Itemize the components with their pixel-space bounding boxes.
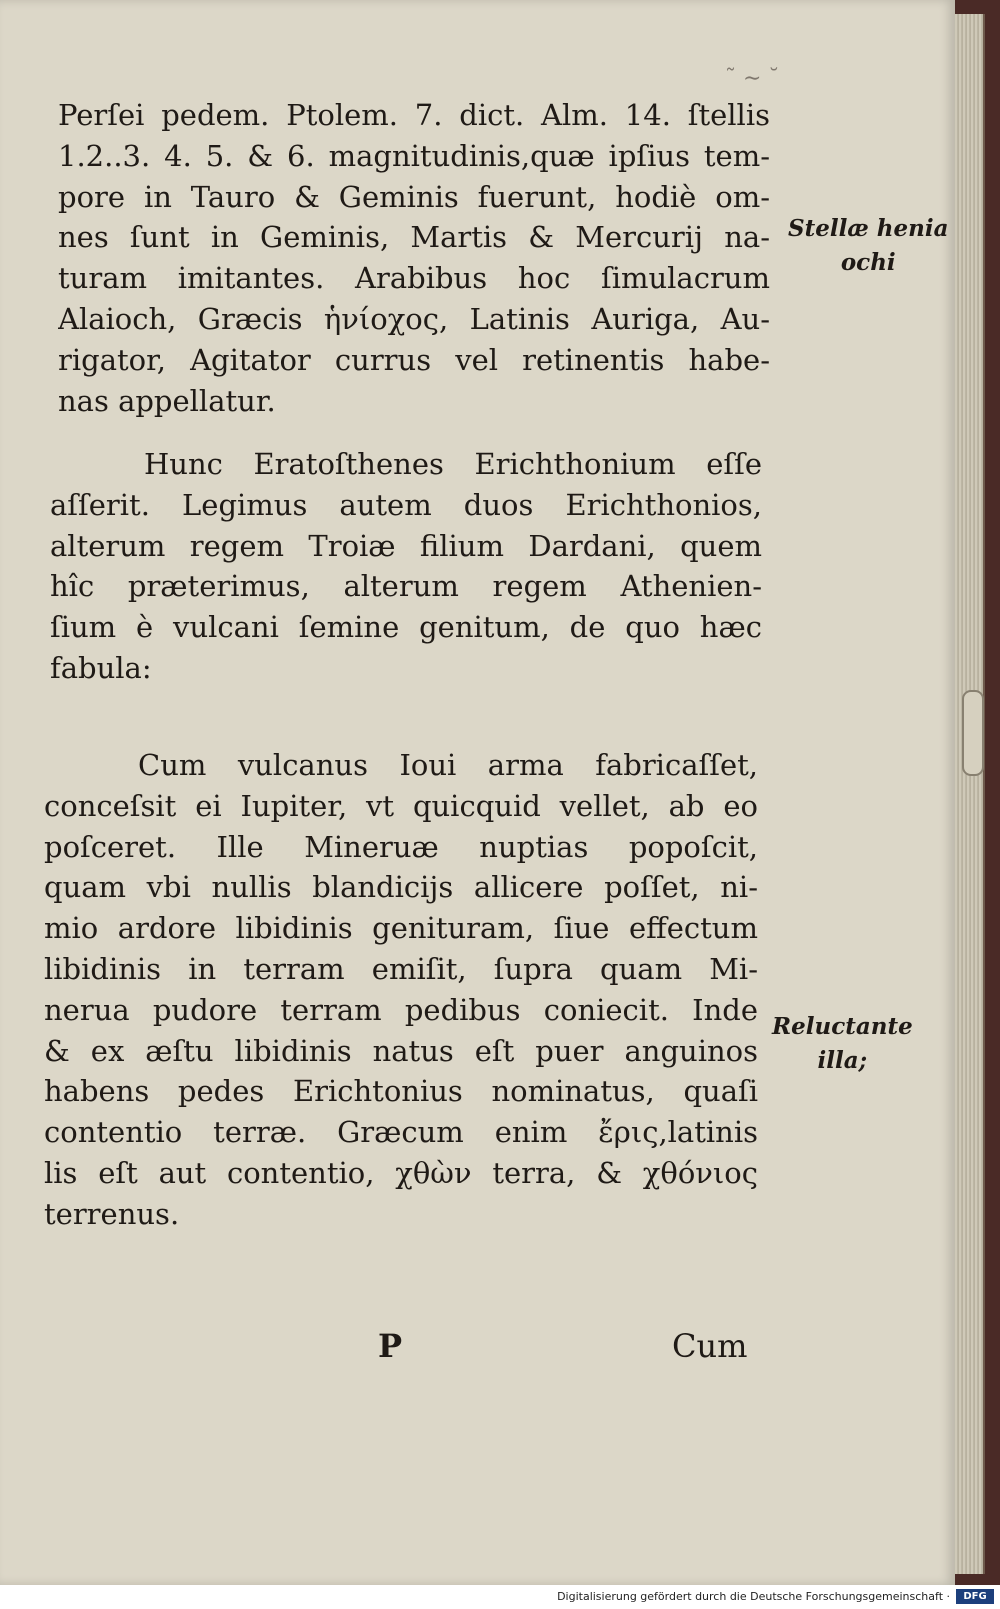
text-line: & ex æſtu libidinis natus eſt puer anguinos bbox=[44, 1033, 758, 1068]
dfg-credit-line: Digitalisierung gefördert durch die Deutsche Forschungsgemeinschaft · bbox=[557, 1590, 950, 1603]
margin-note-line: illa; bbox=[817, 1047, 868, 1074]
margin-note-line: ochi bbox=[840, 249, 896, 276]
text-line: nes ſunt in Geminis, Martis & Mercurij na- bbox=[58, 220, 770, 255]
text-line: lis eſt aut contentio, χθὼν terra, & χθόνιος bbox=[44, 1155, 758, 1190]
text-line: turam imitantes. Arabibus hoc ſimulacrum bbox=[58, 261, 770, 296]
text-line: habens pedes Erichtonius nominatus, quaſi bbox=[44, 1074, 758, 1109]
text-line: Alaioch, Græcis ἡνίοχος, Latinis Auriga, Au- bbox=[58, 301, 770, 336]
ink-smudge: ˜ ∼ ˘ bbox=[725, 66, 780, 91]
text-line: nas appellatur. bbox=[58, 383, 276, 418]
text-line: terrenus. bbox=[44, 1196, 180, 1231]
text-line: hîc præterimus, alterum regem Athenien- bbox=[50, 569, 762, 604]
text-line: Hunc Eratoſthenes Erichthonium eſſe bbox=[144, 447, 762, 481]
text-line: libidinis in terram emiſit, ſupra quam Mi- bbox=[44, 951, 758, 986]
paragraph-eratosthenes bbox=[50, 444, 762, 689]
dfg-logo: DFG bbox=[956, 1589, 994, 1604]
text-line: fabula: bbox=[50, 650, 152, 685]
text-line: 1.2..3. 4. 5. & 6. magnitudinis,quæ ipſius tem- bbox=[58, 138, 770, 173]
text-line: contentio terræ. Græcum enim ἔρις,latinis bbox=[44, 1115, 758, 1150]
margin-note-reluctante bbox=[772, 1010, 913, 1078]
text-line: alterum regem Troiæ filium Dardani, quem bbox=[50, 528, 762, 563]
catchword: Cum bbox=[672, 1327, 748, 1365]
text-line: pore in Tauro & Geminis fuerunt, hodiè om- bbox=[58, 179, 770, 214]
text-line: nerua pudore terram pedibus coniecit. Inde bbox=[44, 992, 758, 1027]
text-line: aſſerit. Legimus autem duos Erichthonios, bbox=[50, 487, 762, 522]
text-line: Cum vulcanus Ioui arma fabricaſſet, bbox=[138, 748, 758, 782]
page-stack-edges bbox=[955, 14, 985, 1574]
margin-note-line: Stellæ henia bbox=[788, 215, 949, 242]
signature-mark: P bbox=[378, 1327, 403, 1365]
text-line: Perſei pedem. Ptolem. 7. dict. Alm. 14. ſtellis bbox=[58, 98, 770, 132]
text-line: ſium è vulcani ſemine genitum, de quo hæc bbox=[50, 610, 762, 645]
text-line: poſceret. Ille Mineruæ nuptias popoſcit, bbox=[44, 829, 758, 864]
paragraph-vulcanus-fable bbox=[44, 745, 758, 1235]
margin-note-stellae bbox=[788, 212, 949, 280]
ribbon-tab bbox=[962, 690, 984, 776]
margin-note-line: Reluctante bbox=[772, 1013, 913, 1040]
paragraph-perseus bbox=[58, 95, 770, 421]
text-line: rigator, Agitator currus vel retinentis habe- bbox=[58, 342, 770, 377]
text-line: quam vbi nullis blandicijs allicere poſſet, ni- bbox=[44, 870, 758, 905]
text-line: mio ardore libidinis genituram, ſiue effectum bbox=[44, 911, 758, 946]
text-line: conceſsit ei Iupiter, vt quicquid vellet, ab eo bbox=[44, 788, 758, 823]
